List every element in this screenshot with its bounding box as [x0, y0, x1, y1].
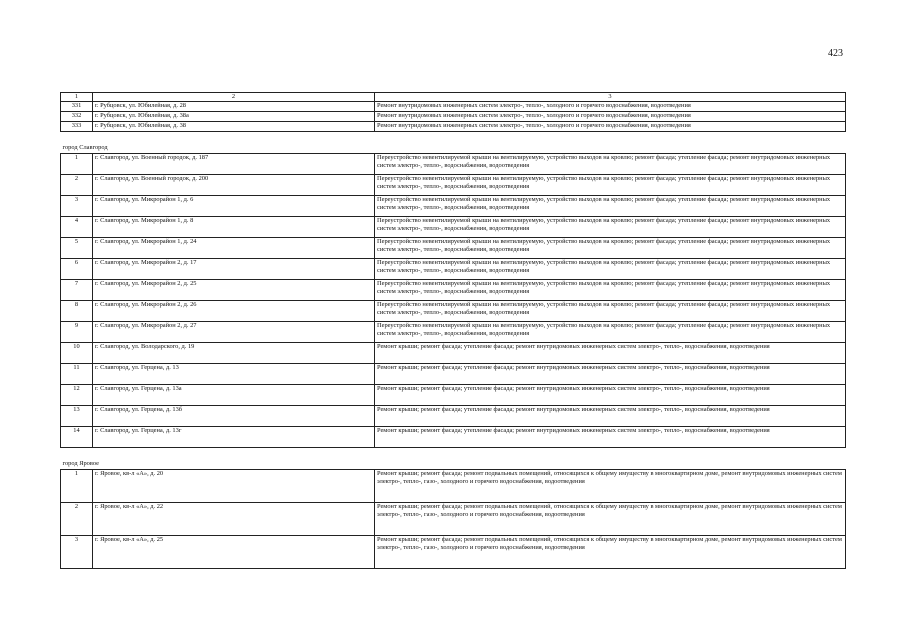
- row-address: г. Славгород, ул. Микрорайон 1, д. 6: [93, 196, 375, 217]
- row-number: 5: [61, 238, 93, 259]
- row-works: Ремонт крыши; ремонт фасада; ремонт подвальных помещений, относящихся к общему имуществу в многоквартирном доме, ремонт внутридомовых инженерных систем электро-, тепло-, газо-, холодного и горячего водоснабжения, водоотведения: [375, 470, 846, 503]
- row-number: 9: [61, 322, 93, 343]
- table-row: [61, 364, 846, 385]
- row-address: г. Яровое, кв-л «А», д. 22: [93, 503, 375, 536]
- row-works: Ремонт крыши; ремонт фасада; ремонт подвальных помещений, относящихся к общему имуществу в многоквартирном доме, ремонт внутридомовых инженерных систем электро-, тепло-, газо-, холодного и горячего водоснабжения, водоотведения: [375, 503, 846, 536]
- table-row: [61, 406, 846, 427]
- row-address: г. Славгород, ул. Володарского, д. 19: [93, 343, 375, 364]
- table-row: [61, 470, 846, 503]
- section-heading-row: [61, 132, 846, 154]
- table-row: [61, 385, 846, 406]
- table-row: [61, 238, 846, 259]
- table-row: [61, 536, 846, 569]
- row-number: 331: [61, 102, 93, 112]
- row-number: 10: [61, 343, 93, 364]
- section-heading-slavgorod: город Славгород: [61, 132, 846, 154]
- row-address: г. Славгород, ул. Герцена, д. 13: [93, 364, 375, 385]
- row-address: г. Славгород, ул. Микрорайон 2, д. 27: [93, 322, 375, 343]
- row-address: г. Славгород, ул. Герцена, д. 13б: [93, 406, 375, 427]
- table-row: [61, 343, 846, 364]
- row-works: Переустройство невентилируемой крыши на вентилируемую, устройство выходов на кровлю; ремонт фасада; утепление фасада; ремонт внутридомовых инженерных систем электро-, тепло-, водоснабжения, водоотведения: [375, 217, 846, 238]
- row-works: Переустройство невентилируемой крыши на вентилируемую, устройство выходов на кровлю; ремонт фасада; утепление фасада; ремонт внутридомовых инженерных систем электро-, тепло-, водоснабжения, водоотведения: [375, 280, 846, 301]
- table-row: [61, 301, 846, 322]
- row-works: Переустройство невентилируемой крыши на вентилируемую, устройство выходов на кровлю; ремонт фасада; утепление фасада; ремонт внутридомовых инженерных систем электро-, тепло-, водоснабжения, водоотведения: [375, 259, 846, 280]
- row-address: г. Славгород, ул. Микрорайон 2, д. 17: [93, 259, 375, 280]
- table-row: [61, 503, 846, 536]
- row-number: 1: [61, 470, 93, 503]
- row-number: 332: [61, 112, 93, 122]
- row-address: г. Рубцовск, ул. Юбилейная, д. 28: [93, 102, 375, 112]
- row-number: 2: [61, 175, 93, 196]
- row-address: г. Яровое, кв-л «А», д. 25: [93, 536, 375, 569]
- row-number: 14: [61, 427, 93, 448]
- works-table: [60, 92, 846, 569]
- table-row: [61, 122, 846, 132]
- works-table-body: [61, 93, 846, 569]
- row-address: г. Славгород, ул. Микрорайон 1, д. 8: [93, 217, 375, 238]
- table-row: [61, 102, 846, 112]
- table-header-row: [61, 93, 846, 102]
- row-address: г. Рубцовск, ул. Юбилейная, д. 38: [93, 122, 375, 132]
- row-address: г. Славгород, ул. Герцена, д. 13г: [93, 427, 375, 448]
- row-works: Ремонт крыши; ремонт фасада; утепление фасада; ремонт внутридомовых инженерных систем электро-, тепло-, водоснабжения, водоотведения: [375, 364, 846, 385]
- header-col-2: 2: [93, 93, 375, 102]
- row-works: Ремонт крыши; ремонт фасада; утепление фасада; ремонт внутридомовых инженерных систем электро-, тепло-, водоснабжения, водоотведения: [375, 406, 846, 427]
- row-works: Ремонт крыши; ремонт фасада; ремонт подвальных помещений, относящихся к общему имуществу в многоквартирном доме, ремонт внутридомовых инженерных систем электро-, тепло-, газо-, холодного и горячего водоснабжения, водоотведения: [375, 536, 846, 569]
- row-works: Переустройство невентилируемой крыши на вентилируемую, устройство выходов на кровлю; ремонт фасада; утепление фасада; ремонт внутридомовых инженерных систем электро-, тепло-, водоснабжения, водоотведения: [375, 322, 846, 343]
- row-address: г. Славгород, ул. Микрорайон 1, д. 24: [93, 238, 375, 259]
- row-number: 6: [61, 259, 93, 280]
- table-row: [61, 175, 846, 196]
- row-number: 3: [61, 536, 93, 569]
- row-works: Переустройство невентилируемой крыши на вентилируемую, устройство выходов на кровлю; ремонт фасада; утепление фасада; ремонт внутридомовых инженерных систем электро-, тепло-, водоснабжения, водоотведения: [375, 154, 846, 175]
- row-number: 7: [61, 280, 93, 301]
- row-works: Переустройство невентилируемой крыши на вентилируемую, устройство выходов на кровлю; ремонт фасада; утепление фасада; ремонт внутридомовых инженерных систем электро-, тепло-, водоснабжения, водоотведения: [375, 175, 846, 196]
- section-heading-yarovoe: город Яровое: [61, 448, 846, 470]
- row-address: г. Рубцовск, ул. Юбилейная, д. 38а: [93, 112, 375, 122]
- row-number: 3: [61, 196, 93, 217]
- row-number: 13: [61, 406, 93, 427]
- table-row: [61, 259, 846, 280]
- row-number: 11: [61, 364, 93, 385]
- row-number: 4: [61, 217, 93, 238]
- table-row: [61, 322, 846, 343]
- row-address: г. Славгород, ул. Микрорайон 2, д. 25: [93, 280, 375, 301]
- row-works: Ремонт крыши; ремонт фасада; утепление фасада; ремонт внутридомовых инженерных систем электро-, тепло-, водоснабжения, водоотведения: [375, 427, 846, 448]
- row-works: Переустройство невентилируемой крыши на вентилируемую, устройство выходов на кровлю; ремонт фасада; утепление фасада; ремонт внутридомовых инженерных систем электро-, тепло-, водоснабжения, водоотведения: [375, 301, 846, 322]
- row-address: г. Славгород, ул. Военный городок, д. 187: [93, 154, 375, 175]
- row-works: Ремонт крыши; ремонт фасада; утепление фасада; ремонт внутридомовых инженерных систем электро-, тепло-, водоснабжения, водоотведения: [375, 343, 846, 364]
- table-row: [61, 196, 846, 217]
- table-row: [61, 112, 846, 122]
- row-number: 1: [61, 154, 93, 175]
- header-col-3: 3: [375, 93, 846, 102]
- row-number: 8: [61, 301, 93, 322]
- table-row: [61, 427, 846, 448]
- row-works: Ремонт внутридомовых инженерных систем электро-, тепло-, холодного и горячего водоснабжения, водоотведения: [375, 102, 846, 112]
- row-works: Ремонт внутридомовых инженерных систем электро-, тепло-, холодного и горячего водоснабжения, водоотведения: [375, 112, 846, 122]
- row-works: Переустройство невентилируемой крыши на вентилируемую, устройство выходов на кровлю; ремонт фасада; утепление фасада; ремонт внутридомовых инженерных систем электро-, тепло-, водоснабжения, водоотведения: [375, 196, 846, 217]
- header-col-1: 1: [61, 93, 93, 102]
- table-row: [61, 217, 846, 238]
- table-row: [61, 280, 846, 301]
- row-address: г. Славгород, ул. Микрорайон 2, д. 26: [93, 301, 375, 322]
- table-row: [61, 154, 846, 175]
- row-works: Переустройство невентилируемой крыши на вентилируемую, устройство выходов на кровлю; ремонт фасада; утепление фасада; ремонт внутридомовых инженерных систем электро-, тепло-, водоснабжения, водоотведения: [375, 238, 846, 259]
- section-heading-row: [61, 448, 846, 470]
- row-works: Ремонт крыши; ремонт фасада; утепление фасада; ремонт внутридомовых инженерных систем электро-, тепло-, водоснабжения, водоотведения: [375, 385, 846, 406]
- row-address: г. Славгород, ул. Военный городок, д. 200: [93, 175, 375, 196]
- row-number: 12: [61, 385, 93, 406]
- row-number: 333: [61, 122, 93, 132]
- row-address: г. Яровое, кв-л «А», д. 20: [93, 470, 375, 503]
- page-number: 423: [828, 48, 843, 59]
- row-number: 2: [61, 503, 93, 536]
- row-works: Ремонт внутридомовых инженерных систем электро-, тепло-, холодного и горячего водоснабжения, водоотведения: [375, 122, 846, 132]
- row-address: г. Славгород, ул. Герцена, д. 13а: [93, 385, 375, 406]
